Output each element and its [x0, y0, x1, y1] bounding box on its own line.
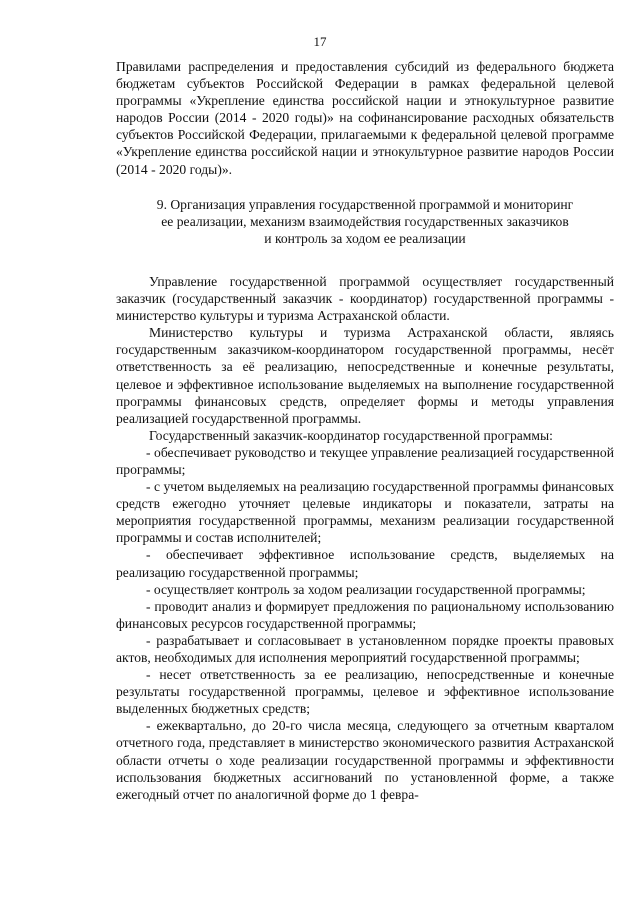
- intro-paragraph: Правилами распределения и предоставления субсидий из федерального бюджета бюджетам субъектов Российской Федерации в рамках федеральной целевой программы «Укрепление единства российской нации и этнокультурное развитие народов России (2014 - 2020 годы)» на софинансирование расходных обязательств субъектов Российской Федерации, прилагаемыми к федеральной целевой программе «Укрепление единства российской нации и этнокультурное развитие народов России (2014 - 2020 годы)».: [116, 59, 614, 177]
- page-number: 17: [313, 34, 327, 49]
- list-item: - осуществляет контроль за ходом реализации государственной программы;: [146, 581, 586, 597]
- section-title-line: ее реализации, механизм взаимодействия государственных заказчиков: [161, 213, 569, 229]
- page-content: [116, 58, 614, 803]
- list-item: - обеспечивает руководство и текущее управление реализацией государственной программы;: [116, 444, 614, 477]
- list-item: - проводит анализ и формирует предложения по рациональному использованию финансовых ресурсов государственной программы;: [116, 598, 614, 631]
- body-paragraph: Государственный заказчик-координатор государственной программы:: [149, 427, 553, 443]
- body-paragraph: Министерство культуры и туризма Астраханской области, являясь государственным заказчиком-координатором государственной программы, несёт ответственность за её реализацию, непосредственные и конечные результаты, целевое и эффективное использование выделяемых на выполнение государственной программы финансовых средств, определяет формы и методы управления реализацией государственной программы.: [116, 325, 614, 426]
- section-title: [116, 196, 614, 247]
- list-item: - обеспечивает эффективное использование средств, выделяемых на реализацию государственной программы;: [116, 547, 614, 580]
- list-item: - несет ответственность за ее реализацию, непосредственные и конечные результаты государственной программы, целевое и эффективное использование выделенных бюджетных средств;: [116, 667, 614, 717]
- list-item: - с учетом выделяемых на реализацию государственной программы финансовых средств ежегодно уточняет целевые индикаторы и показатели, затраты на мероприятия государственной программы, механизм реализации государственной программы и состав исполнителей;: [116, 479, 614, 546]
- list-item: - разрабатывает и согласовывает в установленном порядке проекты правовых актов, необходимых для исполнения мероприятий государственной программы;: [116, 632, 614, 665]
- body-paragraph: Управление государственной программой осуществляет государственный заказчик (государственный заказчик - координатор) государственной программы - министерство культуры и туризма Астраханской области.: [116, 273, 614, 324]
- list-item: - ежеквартально, до 20-го числа месяца, следующего за отчетным кварталом отчетного года, представляет в министерство экономического развития Астраханской области отчеты о ходе реализации государственной программы и эффективности использования бюджетных ассигнований по установленной форме, а также ежегодный отчет по аналогичной форме до 1 февра-: [116, 718, 614, 802]
- section-title-line: и контроль за ходом ее реализации: [264, 230, 466, 246]
- section-title-line: 9. Организация управления государственной программой и мониторинг: [156, 196, 574, 212]
